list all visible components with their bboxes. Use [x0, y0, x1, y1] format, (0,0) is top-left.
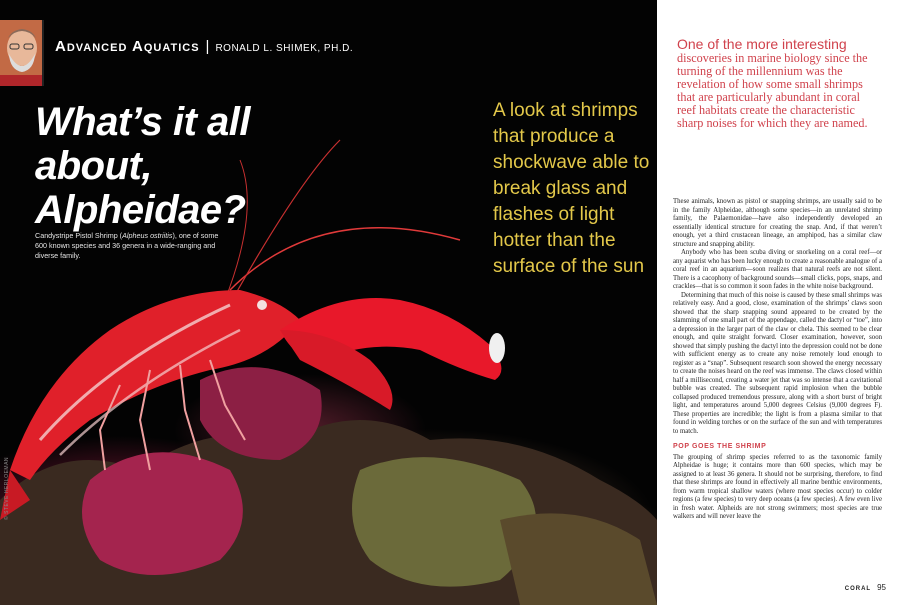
page-number: 95	[877, 583, 886, 592]
body-paragraph: Determining that much of this noise is caused by these small shrimps was relatively easy. And a good, close, examination of the shrimps’ claws soon showed that the sharp snapping sound appeared to be created by the slamming of one small part of the appendage, called the dactyl or “toe”, into a depression in the larger part of the claw or chela. This seemed to be clear enough, and quite straight forward. Closer examination, however, soon showed that simply pushing the dactyl into the depression could not be done with sufficient energy as to create any noise remotely loud enough to register as a “snap”. Subsequent research soon showed the energy necessary to create the noises heard on the reef was immense. The claws closed within half a millisecond, creating a water jet that was so intense that a cavitational bubble was created. The subsequent rapid implosion when the bubble collapsed produced tremendous pressure, along with a short burst of bright light, and temperatures around 5,000 degrees Celsius (9,000 degrees F). These properties are incredible; the light is from a plasma similar to that found in welding torches or on the surface of the sun and with temperatures to match.	[673, 291, 882, 435]
caption-species: Alpheus ostriitis	[122, 231, 173, 240]
article-title	[35, 100, 365, 232]
author-portrait	[0, 20, 44, 86]
magazine-name: coral	[844, 583, 872, 592]
column-header	[55, 38, 353, 60]
coral-pink	[82, 452, 243, 575]
page-footer	[845, 583, 886, 592]
pull-quote-rest: discoveries in marine biology since the turning of the millennium was the revelation of how some small shrimps that are particularly abundant in coral reef habitats create the characteristic sharp noises for which they are named.	[677, 51, 868, 130]
body-paragraph: Anybody who has been scuba diving or snorkeling on a coral reef—or any aquarist who has been lucky enough to create a reasonable analogue of a coral reef in an aquarium—soon realizes that natural reefs are not silent. There is a cacophony of background sounds—small clicks, pops, snaps, and crackles—that is so common it soon fades in the white noise background.	[673, 249, 882, 290]
title-line-1: What’s it all about,	[35, 100, 251, 188]
title-line-2: Alpheidae?	[35, 188, 246, 232]
photo-caption	[35, 231, 225, 261]
header-separator: |	[205, 38, 210, 55]
photo-credit: © STEVE HERLOEMAN	[4, 456, 10, 520]
caption-text-2: ), one of some 600 known species and 36 genera in a wide-ranging and diverse family.	[35, 231, 219, 260]
claw-tip	[489, 333, 505, 363]
pull-quote	[677, 38, 880, 130]
article-subtitle: A look at shrimps that produce a shockwave able to break glass and flashes of light hotter than the surface of the sun	[493, 100, 650, 277]
column-name: Advanced Aquatics	[55, 38, 200, 55]
section-subhead: POP GOES THE SHRIMP	[673, 443, 767, 450]
body-paragraph: These animals, known as pistol or snapping shrimps, are usually said to be in the family Alpheidae, although some species—in an unrelated shrimp family, the Palaemonidae—have also independently developed an essentially identical structure for creating the snap. And, if that weren’t enough, yet a third crustacean lineage, an amphipod, has a similar claw structure and snapping ability.	[673, 198, 882, 248]
author-name: RONALD L. SHIMEK, PH.D.	[215, 43, 354, 54]
caption-text-1: Candystripe Pistol Shrimp (	[35, 231, 123, 240]
text-page	[657, 0, 900, 605]
antenna	[230, 228, 460, 290]
body-paragraph: The grouping of shrimp species referred to as the taxonomic family Alpheidae is huge; it contains more than 600 species, which may be assigned to at least 36 genera. It should not be surprising, therefore, to find that these shrimps are found in effectively all marine benthic environments, from warm tropical shallow waters (where most species occur) to colder regions (a few species) to very deep oceans (a few species). A few even live in fresh water. Alpheids are not strong swimmers; most species are true walkers and will never leave the	[673, 453, 882, 520]
article-body	[673, 198, 882, 522]
pull-quote-lead: One of the more interesting	[677, 36, 847, 52]
shrimp-eye	[257, 300, 267, 310]
